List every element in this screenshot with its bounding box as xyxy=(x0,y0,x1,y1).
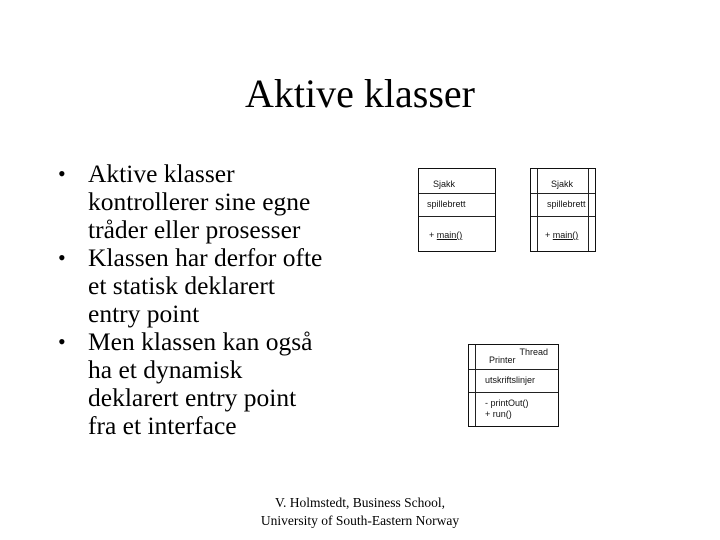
uml-operation-name: main() xyxy=(436,230,463,240)
footer-line: University of South-Eastern Norway xyxy=(260,513,460,528)
uml-operation-name: main() xyxy=(552,230,579,240)
bullet-dot-icon: • xyxy=(58,329,66,354)
bullet-list xyxy=(58,160,358,440)
bullet-line: deklarert entry point xyxy=(88,383,297,412)
uml-class-name-section xyxy=(469,345,558,370)
uml-attribute: spillebrett xyxy=(427,199,466,209)
bullet-item xyxy=(58,160,358,244)
uml-operation xyxy=(545,230,578,240)
uml-class-name: Sjakk xyxy=(433,179,456,189)
uml-attribute: spillebrett xyxy=(547,199,586,209)
uml-class-name-section xyxy=(531,169,595,194)
footer-line: V. Holmstedt, Business School, xyxy=(274,495,445,510)
uml-operation-visibility: + xyxy=(545,230,553,240)
bullet-line: kontrollerer sine egne xyxy=(88,187,311,216)
bullet-line: tråder eller prosesser xyxy=(88,215,301,244)
uml-attribute-section xyxy=(419,194,495,217)
uml-stereotype-label: Thread xyxy=(519,347,548,357)
bullet-line: fra et interface xyxy=(88,411,237,440)
uml-class-name: Printer xyxy=(489,355,516,365)
uml-class-sjakk-active xyxy=(530,168,596,252)
bullet-item xyxy=(58,244,358,328)
uml-class-sjakk-static xyxy=(418,168,496,252)
bullet-line: ha et dynamisk xyxy=(88,355,243,384)
uml-operation-section xyxy=(419,217,495,252)
uml-operation: + run() xyxy=(485,409,512,419)
bullet-line: Men klassen kan også xyxy=(88,327,313,356)
uml-attribute: utskriftslinjer xyxy=(485,375,536,385)
uml-class-name-section xyxy=(419,169,495,194)
slide-footer xyxy=(240,494,480,530)
uml-operation-section xyxy=(469,393,558,427)
bullet-line: et statisk deklarert xyxy=(88,271,275,300)
bullet-line: Aktive klasser xyxy=(88,159,235,188)
uml-operation-visibility: + xyxy=(429,230,437,240)
uml-class-printer xyxy=(468,344,559,427)
bullet-dot-icon: • xyxy=(58,161,66,186)
uml-operation xyxy=(429,230,462,240)
uml-class-name: Sjakk xyxy=(551,179,574,189)
bullet-line: Klassen har derfor ofte xyxy=(88,243,323,272)
uml-attribute-section xyxy=(469,370,558,393)
uml-attribute-section xyxy=(531,194,595,217)
bullet-dot-icon: • xyxy=(58,245,66,270)
slide-title: Aktive klasser xyxy=(245,71,475,116)
bullet-line: entry point xyxy=(88,299,200,328)
uml-operation-section xyxy=(531,217,595,252)
uml-operation: - printOut() xyxy=(485,398,529,408)
bullet-item xyxy=(58,328,358,440)
